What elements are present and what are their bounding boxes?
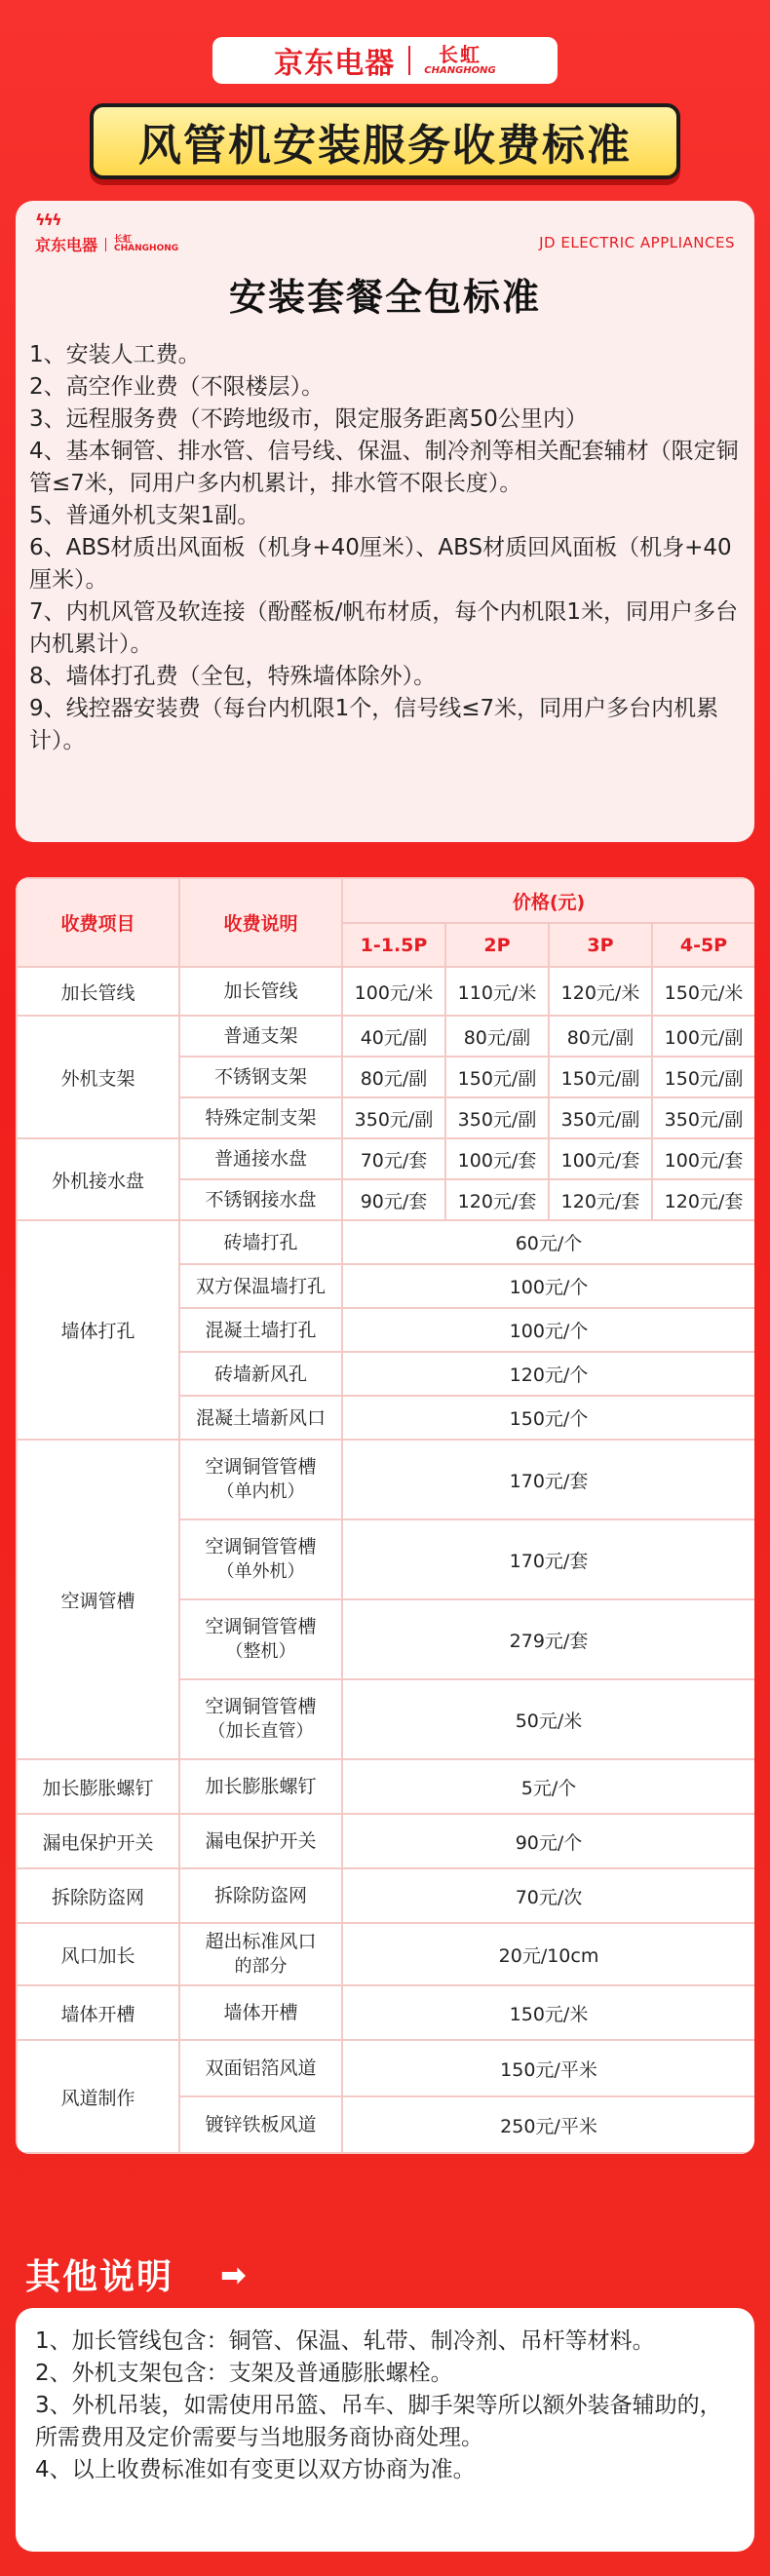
row-desc [179, 1923, 342, 1985]
price-cell: 40元/副 [342, 1016, 445, 1057]
row-desc: 不锈钢支架 [179, 1057, 342, 1097]
price-cell: 120元/个 [342, 1352, 754, 1396]
price-cell: 120元/套 [445, 1179, 549, 1220]
price-cell: 350元/副 [342, 1097, 445, 1138]
row-desc: 加长管线 [179, 967, 342, 1016]
table-row [17, 967, 754, 1016]
price-cell: 120元/套 [652, 1179, 754, 1220]
price-cell: 100元/个 [342, 1308, 754, 1352]
price-cell: 279元/套 [342, 1599, 754, 1679]
row-desc-main: 空调铜管管槽 [205, 1616, 317, 1637]
price-cell: 100元/套 [549, 1138, 652, 1179]
table-row [17, 1016, 754, 1057]
row-desc [179, 1519, 342, 1599]
price-cell: 350元/副 [445, 1097, 549, 1138]
changhong-logo-cn: 长虹 [438, 43, 481, 66]
package-title: 安装套餐全包标准 [228, 276, 541, 319]
card-brand-header [35, 211, 178, 255]
price-cell: 20元/10cm [342, 1923, 754, 1985]
row-desc: 普通接水盘 [179, 1138, 342, 1179]
row-desc-main: 空调铜管管槽 [205, 1696, 317, 1717]
row-desc [179, 1440, 342, 1519]
price-cell: 350元/副 [549, 1097, 652, 1138]
table-row [17, 1985, 754, 2040]
price-cell: 150元/个 [342, 1396, 754, 1440]
price-cell: 150元/米 [652, 967, 754, 1016]
price-cell: 70元/次 [342, 1868, 754, 1923]
package-list [29, 339, 739, 757]
row-desc-sub: （整机） [225, 1641, 296, 1662]
price-cell: 70元/套 [342, 1138, 445, 1179]
price-cell: 50元/米 [342, 1679, 754, 1759]
price-cell: 110元/米 [445, 967, 549, 1016]
lightning-icon: ϟϟϟ [35, 211, 60, 229]
row-desc-sub: 的部分 [234, 1956, 288, 1977]
price-cell: 150元/副 [445, 1057, 549, 1097]
row-desc [179, 1679, 342, 1759]
row-category: 外机支架 [17, 1016, 179, 1138]
mini-logo-row [35, 233, 178, 255]
row-desc: 加长膨胀螺钉 [179, 1759, 342, 1814]
changhong-logo-en: CHANGHONG [424, 65, 496, 76]
package-item: 2、高空作业费（不限楼层）。 [29, 374, 325, 400]
price-cell: 80元/副 [549, 1016, 652, 1057]
row-category: 空调管槽 [17, 1440, 179, 1759]
package-item: 3、远程服务费（不跨地级市，限定服务距离50公里内） [29, 406, 588, 432]
package-item: 1、安装人工费。 [29, 342, 201, 367]
row-desc: 双方保温墙打孔 [179, 1264, 342, 1308]
row-category: 加长管线 [17, 967, 179, 1016]
price-cell: 5元/个 [342, 1759, 754, 1814]
package-item: 6、ABS材质出风面板（机身+40厘米）、ABS材质回风面板（机身+40厘米）。 [29, 535, 732, 593]
table-row [17, 1440, 754, 1519]
row-desc [179, 1599, 342, 1679]
price-cell: 250元/平米 [342, 2096, 754, 2153]
price-cell: 80元/副 [342, 1057, 445, 1097]
header-desc: 收费说明 [179, 878, 342, 967]
row-category: 风道制作 [17, 2040, 179, 2153]
table-row [17, 1138, 754, 1179]
price-cell: 170元/套 [342, 1440, 754, 1519]
price-cell: 150元/副 [652, 1057, 754, 1097]
row-desc-sub: （加长直管） [208, 1721, 314, 1742]
changhong-logo [424, 45, 495, 76]
note-item: 2、外机支架包含：支架及普通膨胀螺栓。 [35, 2361, 453, 2386]
price-cell: 90元/个 [342, 1814, 754, 1868]
header-2p: 2P [445, 923, 549, 967]
row-category: 风口加长 [17, 1923, 179, 1985]
table-row [17, 1868, 754, 1923]
price-cell: 100元/套 [652, 1138, 754, 1179]
price-cell: 150元/副 [549, 1057, 652, 1097]
package-item: 7、内机风管及软连接（酚醛板/帆布材质，每个内机限1米，同用户多台内机累计）。 [29, 599, 739, 657]
table-row [17, 1923, 754, 1985]
table-row [17, 1814, 754, 1868]
row-desc: 墙体开槽 [179, 1985, 342, 2040]
price-cell: 100元/套 [445, 1138, 549, 1179]
price-cell: 350元/副 [652, 1097, 754, 1138]
row-desc: 不锈钢接水盘 [179, 1179, 342, 1220]
row-desc: 拆除防盗网 [179, 1868, 342, 1923]
english-brand-text: JD ELECTRIC APPLIANCES [539, 234, 735, 251]
fee-table [16, 877, 754, 2154]
price-cell: 170元/套 [342, 1519, 754, 1599]
row-category: 加长膨胀螺钉 [17, 1759, 179, 1814]
header-1p: 1-1.5P [342, 923, 445, 967]
package-item: 4、基本铜管、排水管、信号线、保温、制冷剂等相关配套辅材（限定铜管≤7米，同用户多内机累计，排水管不限长度）。 [29, 439, 739, 496]
row-category: 墙体开槽 [17, 1985, 179, 2040]
mini-changhong-cn: 长虹 [114, 234, 133, 245]
mini-jd-logo: 京东电器 [35, 236, 98, 254]
header-4p: 4-5P [652, 923, 754, 967]
price-cell: 150元/平米 [342, 2040, 754, 2096]
row-desc-sub: （单外机） [216, 1561, 305, 1582]
note-item: 1、加长管线包含：铜管、保温、轧带、制冷剂、吊杆等材料。 [35, 2328, 655, 2354]
row-desc: 双面铝箔风道 [179, 2040, 342, 2096]
mini-logo-divider [105, 238, 106, 251]
price-cell: 120元/米 [549, 967, 652, 1016]
header-item: 收费项目 [17, 878, 179, 967]
package-item: 9、线控器安装费（每台内机限1个，信号线≤7米，同用户多台内机累计）。 [29, 696, 719, 753]
row-desc: 砖墙打孔 [179, 1220, 342, 1264]
table-row [17, 1220, 754, 1264]
page-title-banner [90, 103, 680, 179]
brand-logo-bar [212, 37, 558, 84]
row-desc: 普通支架 [179, 1016, 342, 1057]
arrow-right-icon: ➡ [220, 2255, 247, 2293]
price-cell: 60元/个 [342, 1220, 754, 1264]
row-category: 墙体打孔 [17, 1220, 179, 1440]
table-row [17, 2040, 754, 2096]
row-desc-main: 空调铜管管槽 [205, 1536, 317, 1557]
price-cell: 100元/米 [342, 967, 445, 1016]
jd-logo: 京东电器 [274, 47, 396, 81]
price-cell: 100元/副 [652, 1016, 754, 1057]
mini-changhong-logo [114, 236, 178, 253]
price-cell: 100元/个 [342, 1264, 754, 1308]
row-desc-sub: （单内机） [216, 1481, 305, 1502]
row-desc-main: 超出标准风口 [205, 1931, 317, 1952]
mini-changhong-en: CHANGHONG [114, 243, 179, 253]
price-cell: 90元/套 [342, 1179, 445, 1220]
row-category: 漏电保护开关 [17, 1814, 179, 1868]
package-card [16, 201, 754, 842]
other-notes-title: 其他说明 [25, 2257, 174, 2297]
header-3p: 3P [549, 923, 652, 967]
row-desc: 镀锌铁板风道 [179, 2096, 342, 2153]
note-item: 4、以上收费标准如有变更以双方协商为准。 [35, 2457, 476, 2482]
header-price: 价格(元) [342, 878, 754, 923]
other-notes-card [16, 2308, 754, 2552]
package-item: 5、普通外机支架1副。 [29, 503, 260, 528]
row-desc: 混凝土墙打孔 [179, 1308, 342, 1352]
other-notes-header [25, 2249, 247, 2299]
row-desc: 混凝土墙新风口 [179, 1396, 342, 1440]
price-cell: 150元/米 [342, 1985, 754, 2040]
logo-divider [408, 46, 410, 75]
price-cell: 80元/副 [445, 1016, 549, 1057]
row-desc: 特殊定制支架 [179, 1097, 342, 1138]
row-desc-main: 空调铜管管槽 [205, 1456, 317, 1478]
note-item: 3、外机吊装，如需使用吊篮、吊车、脚手架等所以额外装备辅助的，所需费用及定价需要与当地服务商协商处理。 [35, 2393, 722, 2450]
row-category: 外机接水盘 [17, 1138, 179, 1220]
row-category: 拆除防盗网 [17, 1868, 179, 1923]
row-desc: 砖墙新风孔 [179, 1352, 342, 1396]
price-cell: 120元/套 [549, 1179, 652, 1220]
row-desc: 漏电保护开关 [179, 1814, 342, 1868]
page-title: 风管机安装服务收费标准 [138, 121, 632, 171]
table-row [17, 1759, 754, 1814]
package-item: 8、墙体打孔费（全包，特殊墙体除外）。 [29, 664, 437, 689]
